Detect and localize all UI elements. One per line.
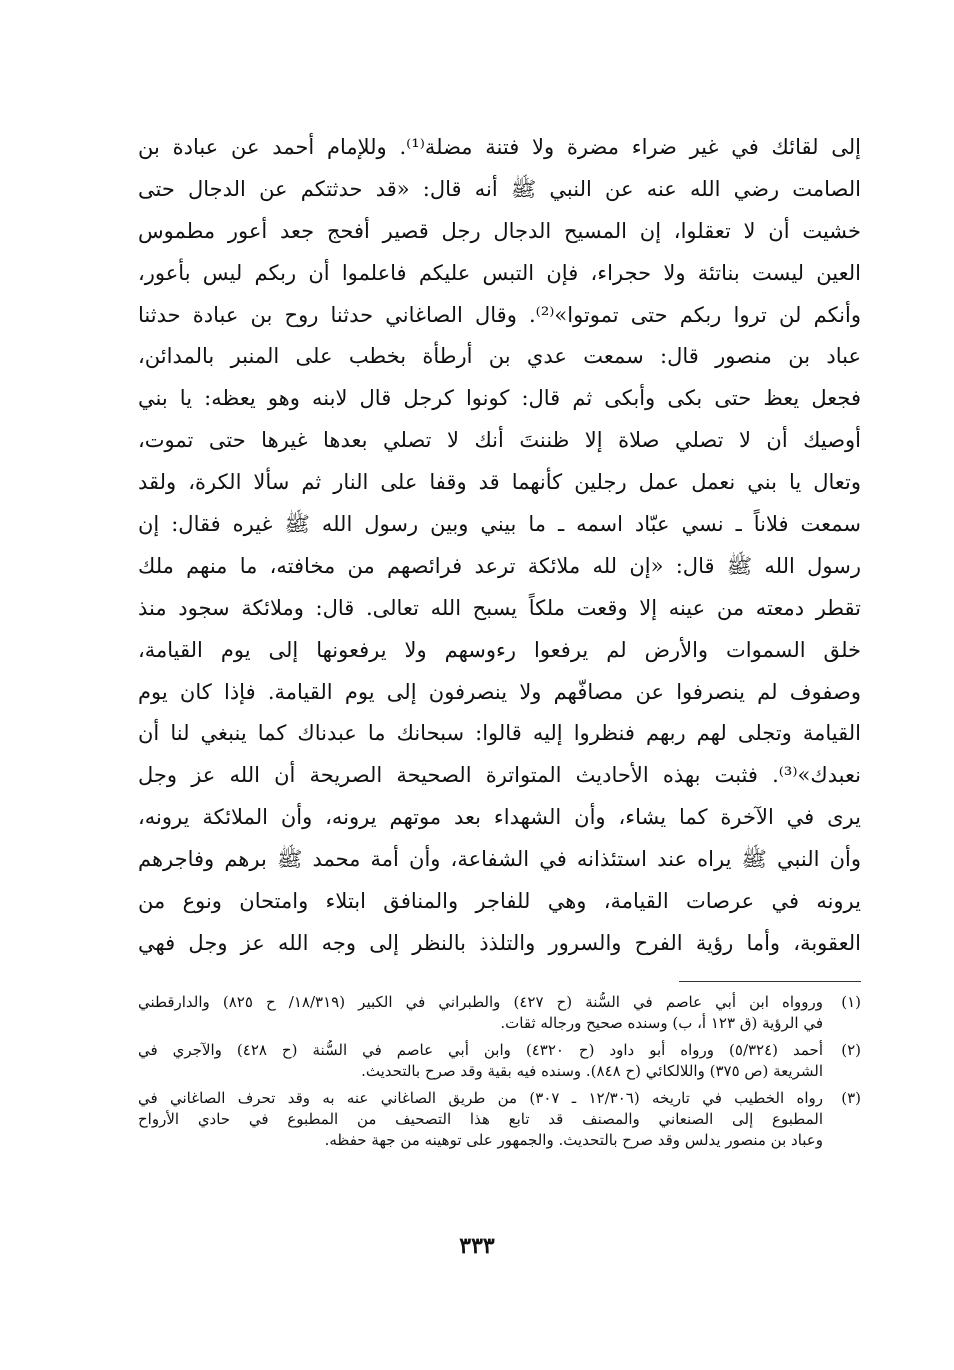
footnote-text [138, 1040, 823, 1082]
footnote-line: وعباد بن منصور يدلس وقد صرح بالتحديث. والجمهور على توهينه من جهة حفظه. [324, 1131, 823, 1149]
footnotes-block [138, 992, 861, 1157]
text-line: رسول الله ﷺ قال: «إن لله ملائكة ترعد فرائصهم من مخافته، ما منهم ملك [138, 553, 861, 578]
footnote-line: رواه الخطيب في تاريخه (١٢/٣٠٦ ـ ٣٠٧) من طريق الصاغاني عنه به وقد تحرف الصاغاني في [138, 1089, 823, 1107]
page-number: ٣٣٣ [459, 1233, 495, 1259]
text-line: عباد بن منصور قال: سمعت عدي بن أرطأة بخطب على المنبر بالمدائن، [138, 344, 861, 369]
footnote-2 [138, 1040, 861, 1082]
footnote-separator [679, 981, 861, 982]
footnote-number: (٣) [841, 1089, 861, 1107]
text-line: خشيت أن لا تعقلوا، إن المسيح الدجال رجل قصير أفحج جعد أعور مطموس [138, 218, 861, 243]
text-line: وتعال يا بني نعمل عمل رجلين كأنهما قد وقفا على النار ثم سألا الكرة، ولقد [138, 470, 861, 495]
footnote-text [138, 1088, 823, 1151]
text-line: وأنكم لن تروا ربكم حتى تموتوا»⁽²⁾. وقال الصاغاني حدثنا روح بن عبادة حدثنا [138, 302, 861, 327]
text-line: يرى في الآخرة كما يشاء، وأن الشهداء بعد موتهم يرونه، وأن الملائكة يرونه، [138, 805, 861, 830]
text-line: أوصيك أن لا تصلي صلاة إلا ظننتَ أنك لا تصلي بعدها غيرها حتى تموت، [138, 428, 861, 453]
text-line: وأن النبي ﷺ يراه عند استئذانه في الشفاعة، وأن أمة محمد ﷺ برهم وفاجرهم [138, 847, 861, 872]
footnote-line: الشريعة (ص ٣٧٥) واللالكائي (ح ٨٤٨). وسنده فيه بقية وقد صرح بالتحديث. [361, 1062, 823, 1080]
footnote-line: في الرؤية (ق ١٢٣ أ، ب) وسنده صحيح ورجاله ثقات. [500, 1014, 823, 1032]
text-line: فجعل يعظ حتى بكى وأبكى ثم قال: كونوا كرجل قال لابنه وهو يعظه: يا بني [138, 386, 861, 411]
footnote-line: أحمد (٥/٣٢٤) ورواه أبو داود (ح ٤٣٢٠) وابن أبي عاصم في السُّنة (ح ٤٢٨) والآجري في [138, 1041, 823, 1059]
text-line: القيامة وتجلى لهم ربهم فنظروا إليه قالوا: سبحانك ما عبدناك كما ينبغي لنا أن [138, 721, 861, 746]
text-line: إلى لقائك في غير ضراء مضرة ولا فتنة مضلة⁽¹⁾. وللإمام أحمد عن عبادة بن [138, 135, 861, 159]
main-text-block [138, 127, 861, 965]
text-line: العقوبة، وأما رؤية الفرح والسرور والتلذذ بالنظر إلى وجه الله عز وجل فهي [138, 930, 861, 955]
text-line: خلق السموات والأرض لم يرفعوا رءوسهم ولا يرفعونها إلى يوم القيامة، [138, 637, 861, 662]
footnote-3 [138, 1088, 861, 1151]
text-line: يرونه في عرصات القيامة، وهي للفاجر والمنافق ابتلاء وامتحان ونوع من [138, 889, 861, 914]
text-line: تقطر دمعته من عينه إلا وقعت ملكاً يسبح الله تعالى. قال: وملائكة سجود منذ [138, 595, 861, 620]
footnote-line: المطبوع إلى الصنعاني والمصنف قد تابع هذا التصحيف من المطبوع في حادي الأرواح [138, 1110, 823, 1128]
text-line: وصفوف لم ينصرفوا عن مصافّهم ولا ينصرفون إلى يوم القيامة. فإذا كان يوم [138, 679, 861, 704]
footnote-1 [138, 992, 861, 1034]
text-line: العين ليست بناتئة ولا حجراء، فإن التبس عليكم فاعلموا أن ربكم ليس بأعور، [138, 260, 861, 285]
footnote-text [138, 992, 823, 1034]
footnote-number: (١) [841, 993, 861, 1011]
text-line: نعبدك»⁽³⁾. فثبت بهذه الأحاديث المتواترة الصحيحة الصريحة أن الله عز وجل [138, 763, 861, 788]
footnote-number: (٢) [841, 1041, 861, 1059]
text-line: الصامت رضي الله عنه عن النبي ﷺ أنه قال: «قد حدثتكم عن الدجال حتى [138, 176, 861, 201]
footnote-line: وروواه ابن أبي عاصم في السُّنة (ح ٤٢٧) والطبراني في الكبير (١٨/٣١٩/ ح ٨٢٥) والدارقطني [138, 993, 823, 1011]
text-line: سمعت فلاناً ـ نسي عبّاد اسمه ـ ما بيني وبين رسول الله ﷺ غيره فقال: إن [138, 512, 861, 537]
